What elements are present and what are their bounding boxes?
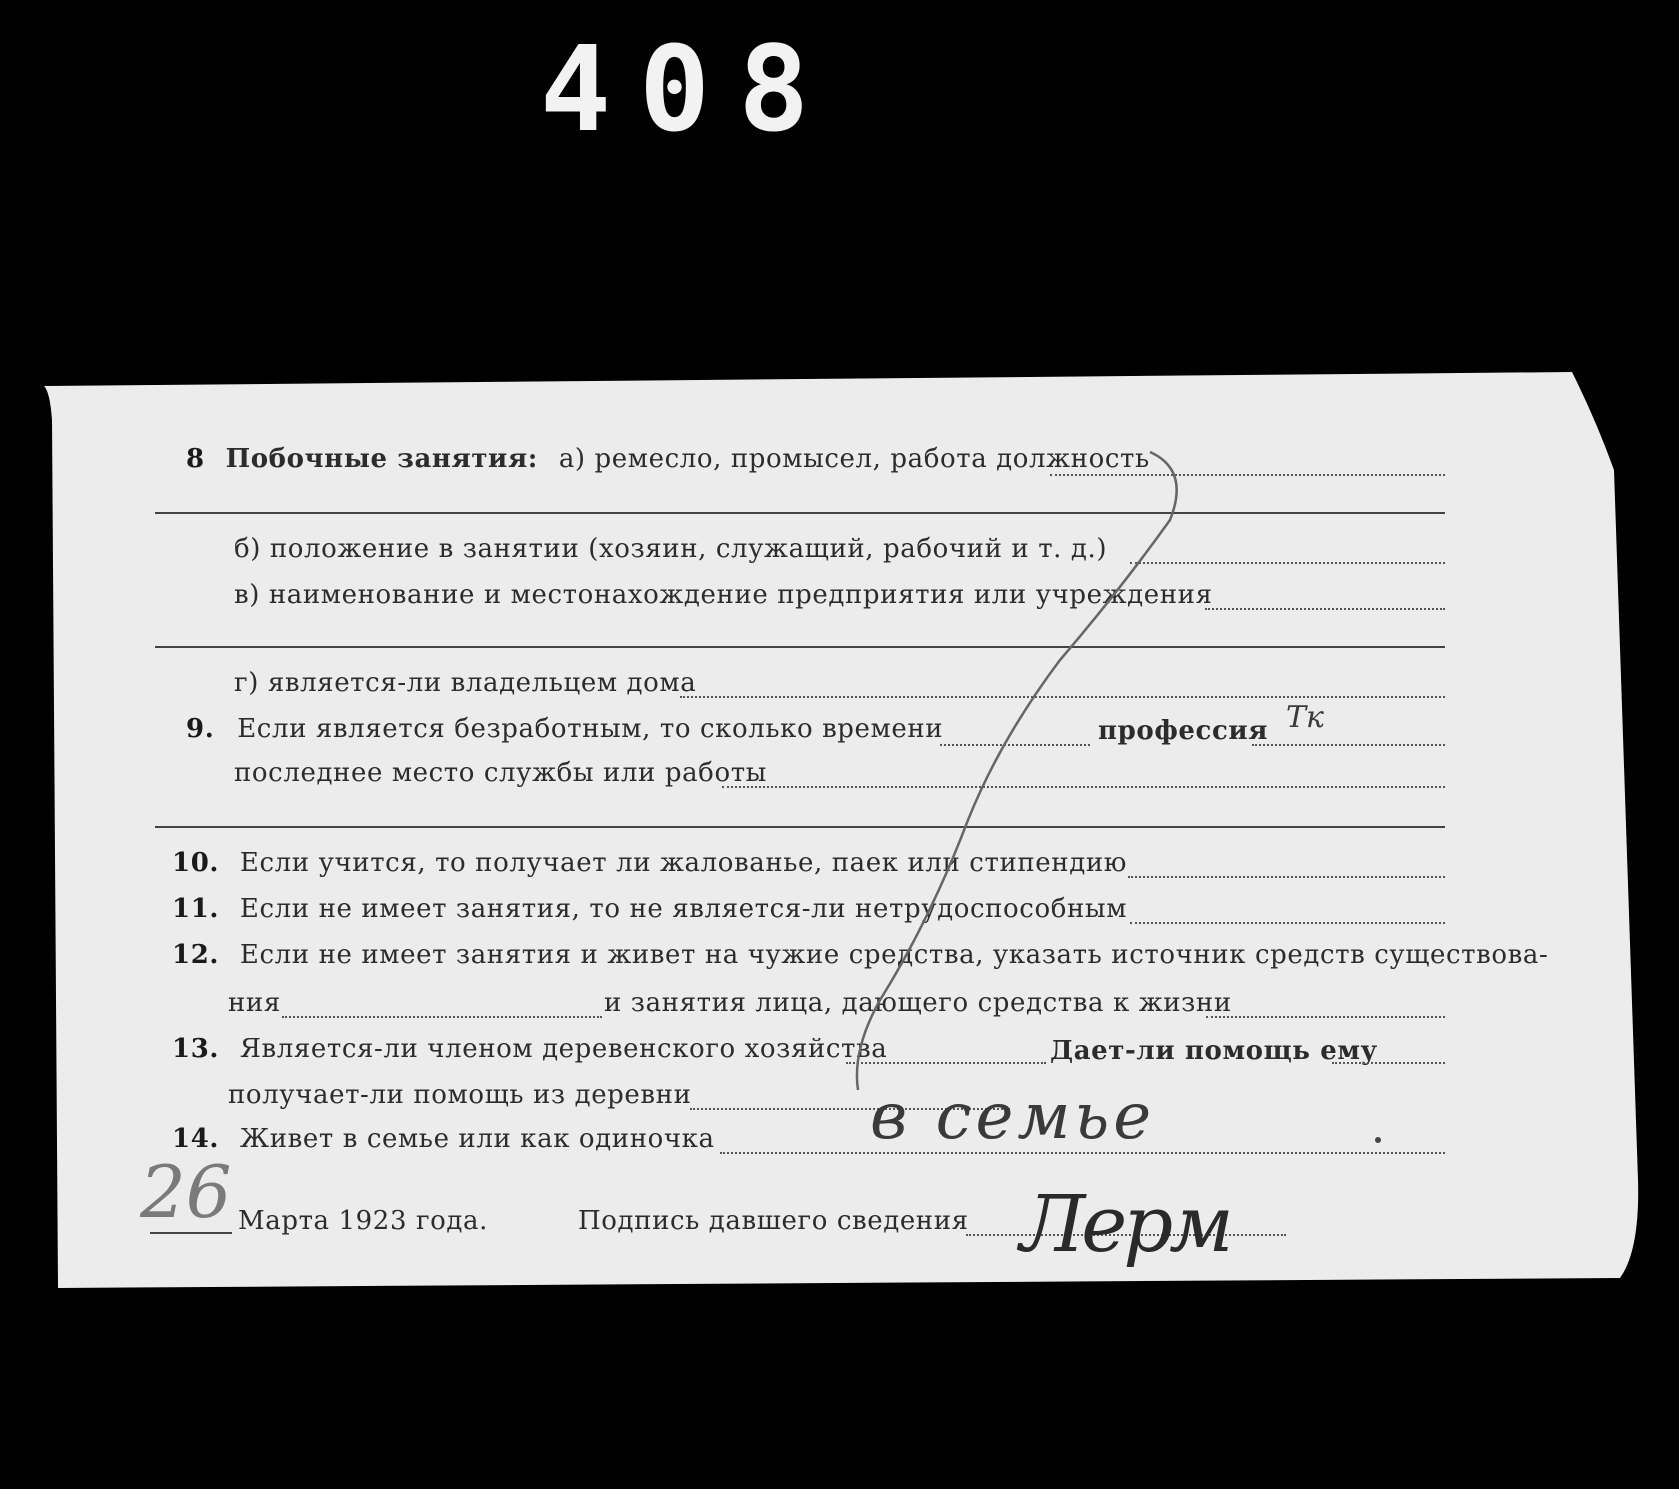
item13-member-field[interactable] bbox=[846, 1062, 1046, 1064]
item9-profession-field[interactable] bbox=[1252, 744, 1445, 746]
item9-number: 9. bbox=[186, 714, 215, 744]
item8-a-field-cont[interactable] bbox=[155, 512, 1445, 514]
item8-v-field[interactable] bbox=[1205, 608, 1445, 610]
item12-label: Если не имеет занятия и живет на чужие средства, указать источник средств существова- bbox=[239, 940, 1549, 970]
item14-number: 14. bbox=[172, 1124, 220, 1154]
item10-field[interactable] bbox=[1128, 876, 1445, 878]
item10-number: 10. bbox=[172, 848, 220, 878]
handwritten-item14-answer: в семье bbox=[870, 1080, 1156, 1154]
item13-help-field[interactable] bbox=[1332, 1062, 1445, 1064]
item10-label: Если учится, то получает ли жалованье, паек или стипендию bbox=[239, 848, 1127, 878]
item12-cont-b: и занятия лица, дающего средства к жизни bbox=[604, 988, 1232, 1018]
item13-help-label: Дает-ли помощь ему bbox=[1050, 1036, 1378, 1066]
item13-label: Является-ли членом деревенского хозяйства bbox=[239, 1034, 888, 1064]
item13-number: 13. bbox=[172, 1034, 220, 1064]
item12-source-field[interactable] bbox=[282, 1016, 602, 1018]
item8-v-field-cont[interactable] bbox=[155, 646, 1445, 648]
signature-label: Подпись давшего сведения bbox=[578, 1206, 969, 1236]
item8-title: Побочные занятия: bbox=[225, 444, 538, 474]
item12-line bbox=[172, 940, 1548, 970]
item8-a-label: а) ремесло, промысел, работа должность bbox=[558, 444, 1150, 474]
item9-profession-label: профессия bbox=[1098, 716, 1269, 746]
item13-receives-label: получает-ли помощь из деревни bbox=[228, 1080, 692, 1110]
item11-field[interactable] bbox=[1130, 922, 1445, 924]
item8-b-label: б) положение в занятии (хозяин, служащий, рабочий и т. д.) bbox=[234, 534, 1108, 564]
item8-g-label: г) является-ли владельцем дома bbox=[234, 668, 697, 698]
item9-line bbox=[186, 714, 943, 744]
footer-date: Марта 1923 года. bbox=[238, 1206, 488, 1236]
item8-number: 8 bbox=[186, 444, 205, 474]
item9-time-field[interactable] bbox=[940, 744, 1090, 746]
item12-number: 12. bbox=[172, 940, 220, 970]
item10-line bbox=[172, 848, 1127, 878]
item11-label: Если не имеет занятия, то не является-ли нетрудоспособным bbox=[239, 894, 1128, 924]
item8-v-label: в) наименование и местонахождение предприятия или учреждения bbox=[234, 580, 1213, 610]
item14-line bbox=[172, 1124, 715, 1154]
handwritten-signature: Лерм bbox=[1020, 1180, 1230, 1270]
item13-line bbox=[172, 1034, 887, 1064]
handwritten-day: 26 bbox=[140, 1150, 232, 1234]
item11-number: 11. bbox=[172, 894, 220, 924]
frame-number: 408 bbox=[540, 20, 838, 158]
item14-label: Живет в семье или как одиночка bbox=[239, 1124, 715, 1154]
item9-last-place-field[interactable] bbox=[722, 786, 1445, 788]
item9-last-place-label: последнее место службы или работы bbox=[234, 758, 767, 788]
item8-g-field[interactable] bbox=[680, 696, 1445, 698]
item12-person-field[interactable] bbox=[1206, 1016, 1445, 1018]
item8-b-field[interactable] bbox=[1130, 562, 1445, 564]
handwritten-profession-mark: Тк bbox=[1286, 700, 1324, 735]
item8-a-field[interactable] bbox=[1050, 474, 1445, 476]
item11-line bbox=[172, 894, 1127, 924]
item9-label: Если является безработным, то сколько времени bbox=[237, 714, 944, 744]
item8-line-a bbox=[186, 444, 1150, 474]
item9-last-place-field-cont[interactable] bbox=[155, 826, 1445, 828]
item12-cont-a: ния bbox=[228, 988, 281, 1018]
